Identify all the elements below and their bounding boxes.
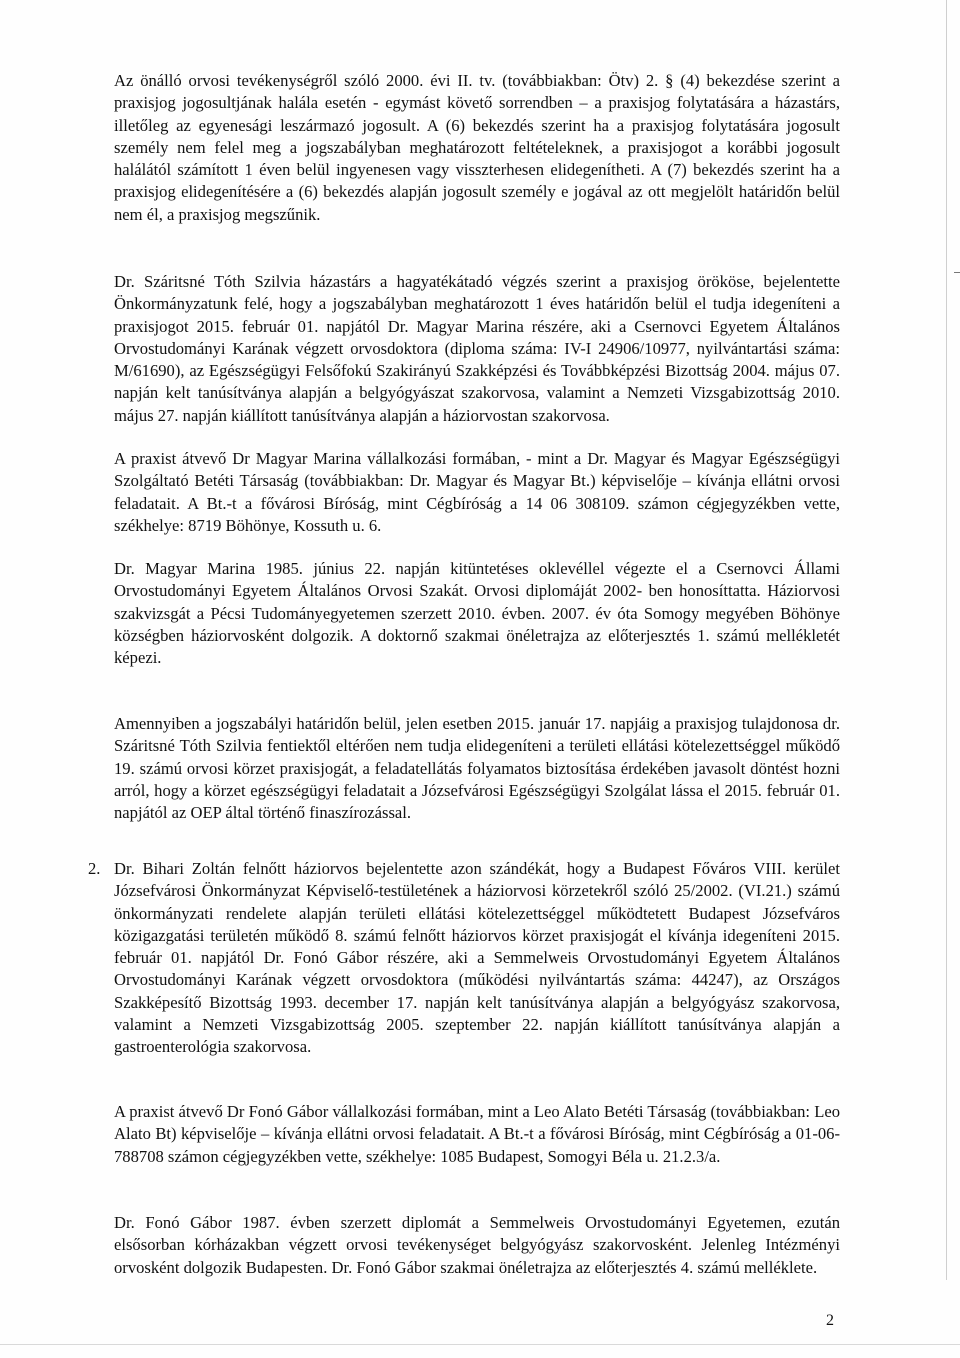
paragraph-bihari-zoltan: Dr. Bihari Zoltán felnőtt háziorvos bejelentette azon szándékát, hogy a Budapest Főváros VIII. kerület Józsefvárosi Önkormányzat Képviselő-testületének a háziorvosi körzetekről szóló 25/2002. (VI.21.) számú önkormányzati rendelete alapján területi ellátási kötelezettséggel működtetett Budapest Józsefváros közigazgatási területén működő 8. számú felnőtt háziorvos körzet praxisjogát el kívánja idegeníteni 2015. február 01. napjától Dr. Fonó Gábor részére, aki a Semmelweis Orvostudományi Egyetem Általános Orvostudományi Karának végzett orvosdoktora (működési nyilvántartás száma: 44247), az Országos Szakképesítő Bizottság 1993. december 17. napján kelt tanúsítványa alapján a belgyógyász szakorvosa, valamint a Nemzeti Vizsgabizottság 2005. szeptember 22. napján kiállított tanúsítványa alapján a gastroenterológia szakorvosa. <box>114 859 840 1057</box>
paragraph-szaritsne-toth: Dr. Száritsné Tóth Szilvia házastárs a hagyatékátadó végzés szerint a praxisjog örököse, bejelentette Önkormányzatunk felé, hogy a jogszabályban meghatározott 1 éves határidőn belül el tudja idegeníteni a praxisjogot 2015. február 01. napjától Dr. Magyar Marina részére, aki a Csernovci Egyetem Általános Orvostudományi Karának végzett orvosdoktora (diploma száma: IV-I 24906/10977, nyilvántartási száma: M/61690), az Egészségügyi Felsőfokú Szakirányú Szakképzési és Továbbképzési Bizottság 2004. május 07. napján kelt tanúsítványa alapján a belgyógyászat szakorvosa, valamint a Nemzeti Vizsgabizottság 2010. május 27. napján kiállított tanúsítványa alapján a háziorvostan szakorvosa. <box>114 272 840 425</box>
page-number: 2 <box>826 1312 834 1329</box>
scan-bottom-line <box>0 1344 960 1345</box>
paragraph-fono-gabor-bt: A praxist átvevő Dr Fonó Gábor vállalkozási formában, mint a Leo Alato Betéti Társaság (továbbiakban: Leo Alato Bt) képviselője – kívánja ellátni orvosi feladatait. A Bt.-t a fővárosi Bíróság, mint Cégbíróság a 01-06-788708 számon cégjegyzékben vette, székhelye: 1085 Budapest, Somogyi Béla u. 21.2.3/a. <box>114 1102 840 1166</box>
paragraph-magyar-marina-bt: A praxist átvevő Dr Magyar Marina vállalkozási formában, - mint a Dr. Magyar és Magyar Egészségügyi Szolgáltató Betéti Társaság (továbbiakban: Dr. Magyar és Magyar Bt.) képviselője – kívánja ellátni orvosi feladatait. A Bt.-t a fővárosi Bíróság, mint Cégbíróság a 14 06 308109. számon cégjegyzékben vette, székhelye: 8719 Böhönye, Kossuth u. 6. <box>114 449 840 535</box>
paragraph-otv-praxisjog: Az önálló orvosi tevékenységről szóló 2000. évi II. tv. (továbbiakban: Ötv) 2. § (4) bekezdése szerint a praxisjog jogosultjának halála esetén - egymást követő sorrendben – a praxisjog folytatására a házastárs, illetőleg az egyenesági leszármazó jogosult. A (6) bekezdés szerint ha a praxisjog folytatására jogosult személy nem felel meg a jogszabályban meghatározott feltételeknek, a praxisjogot a korábbi jogosult halálától számított 1 éven belül ingyenesen vagy visszterhesen elidegenítheti. A (7) bekezdés szerint ha a praxisjog elidegenítésére a (6) bekezdés alapján jogosult személy e jogával az ott megjelölt határidőn belül nem él, a praxisjog megszűnik. <box>114 71 840 224</box>
scan-edge-line <box>946 0 947 1280</box>
paragraph-fono-gabor-cv: Dr. Fonó Gábor 1987. évben szerzett diplomát a Semmelweis Orvostudományi Egyetemen, ezután elsősorban kórházakban végzett orvosi tevékenységet belgyógyász szakorvosként. Jelenleg Intézményi orvosként dolgozik Budapesten. Dr. Fonó Gábor szakmai önéletrajza az előterjesztés 4. számú melléklete. <box>114 1213 840 1277</box>
paragraph-magyar-marina-cv: Dr. Magyar Marina 1985. június 22. napján kitüntetéses oklevéllel végezte el a Csernovci Állami Orvostudományi Egyetem Általános Orvosi Szakát. Orvosi diplomáját 2002- ben honosíttatta. Háziorvosi szakvizsgát a Pécsi Tudományegyetemen szerzett 2010. évben. 2007. év óta Somogy megyében Böhönye községben háziorvosként dolgozik. A doktornő szakmai önéletrajza az előterjesztés 1. számú mellékletét képezi. <box>114 559 840 668</box>
list-item-number: 2. <box>88 859 101 878</box>
scan-edge-mark <box>954 272 960 273</box>
paragraph-amennyiben: Amennyiben a jogszabályi határidőn belül, jelen esetben 2015. január 17. napjáig a praxisjog tulajdonosa dr. Száritsné Tóth Szilvia fentiektől eltérően nem tudja elidegeníteni a területi ellátási kötelezettséggel működő 19. számú orvosi körzet praxisjogát, a feladatellátás folyamatos biztosítása érdekében javasolt döntést hozni arról, hogy a körzet egészségügyi feladatait a Józsefvárosi Egészségügyi Szolgálat lássa el 2015. február 01. napjától az OEP által történő finaszírozással. <box>114 714 840 823</box>
